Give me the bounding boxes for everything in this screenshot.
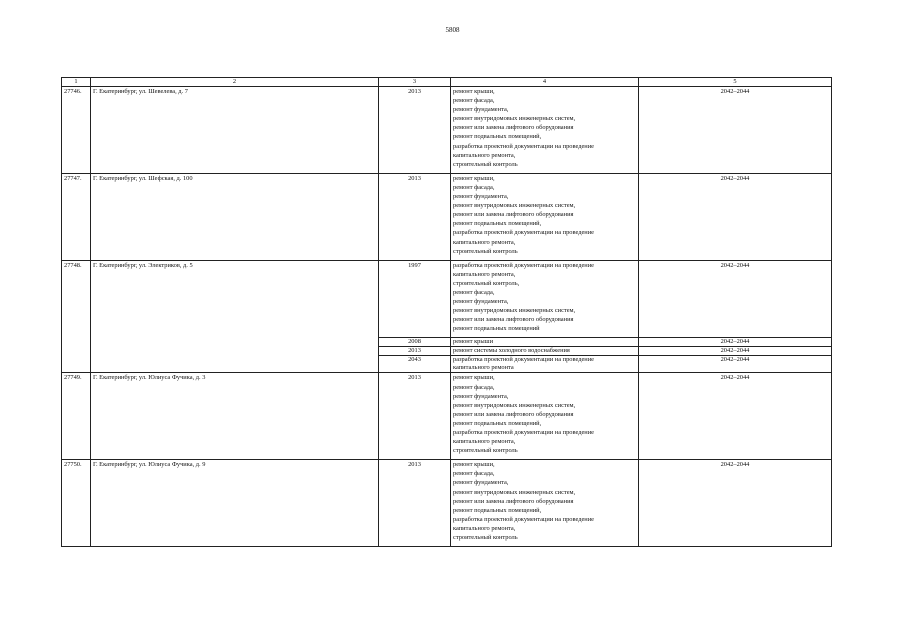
sub-row-year: 2008: [379, 338, 451, 347]
row-works: [451, 373, 639, 460]
row-number: 27750.: [62, 460, 91, 547]
work-item: ремонт подвальных помещений,: [453, 133, 542, 141]
work-item: ремонт крыши: [453, 338, 494, 346]
work-item: строительный контроль: [453, 160, 518, 168]
work-item: ремонт фасада,: [453, 97, 495, 105]
work-item: строительный контроль: [453, 447, 518, 455]
work-item: ремонт или замена лифтового оборудования: [453, 211, 574, 219]
row-number: 27746.: [62, 87, 91, 174]
work-item: ремонт внутридомовых инженерных систем,: [453, 401, 576, 409]
work-item: капитального ремонта,: [453, 238, 516, 246]
row-works: [451, 460, 639, 547]
repair-schedule-table: [61, 77, 832, 547]
work-item: ремонт подвальных помещений,: [453, 220, 542, 228]
work-item: ремонт фасада,: [453, 183, 495, 191]
header-col-5: 5: [639, 78, 832, 87]
header-col-2: 2: [91, 78, 379, 87]
row-number: 27747.: [62, 173, 91, 260]
row-period: 2042–2044: [639, 173, 832, 260]
work-item: ремонт внутридомовых инженерных систем,: [453, 307, 576, 315]
table-row: [62, 173, 832, 260]
row-year: 1997: [379, 260, 451, 338]
row-period: 2042–2044: [639, 460, 832, 547]
row-year: 2013: [379, 373, 451, 460]
row-period: 2042–2044: [639, 260, 832, 338]
row-year: 2013: [379, 87, 451, 174]
work-item: строительный контроль,: [453, 279, 520, 287]
work-item: разработка проектной документации на проведение: [453, 229, 594, 237]
work-item: ремонт внутридомовых инженерных систем,: [453, 115, 576, 123]
row-address: Г. Екатеринбург, ул. Электриков, д. 5: [91, 260, 379, 373]
work-item: ремонт подвальных помещений,: [453, 419, 542, 427]
row-address: Г. Екатеринбург, ул. Шевелева, д. 7: [91, 87, 379, 174]
work-item: капитального ремонта,: [453, 524, 516, 532]
work-item: ремонт фундамента,: [453, 193, 509, 201]
table-row: [62, 260, 832, 338]
work-item: ремонт крыши,: [453, 461, 495, 469]
sub-row-works: [451, 356, 639, 373]
work-item: ремонт или замена лифтового оборудования: [453, 497, 574, 505]
row-works: [451, 173, 639, 260]
table-row: [62, 460, 832, 547]
work-item: ремонт фундамента,: [453, 392, 509, 400]
row-address: Г. Екатеринбург, ул. Юлиуса Фучика, д. 9: [91, 460, 379, 547]
work-item: ремонт или замена лифтового оборудования: [453, 124, 574, 132]
row-year: 2013: [379, 460, 451, 547]
work-item: ремонт системы холодного водоснабжения: [453, 347, 570, 355]
table-row: [62, 87, 832, 174]
work-item: капитального ремонта: [453, 364, 514, 372]
work-item: капитального ремонта,: [453, 151, 516, 159]
work-item: строительный контроль: [453, 534, 518, 542]
sub-row-year: 2043: [379, 356, 451, 373]
work-item: разработка проектной документации на проведение: [453, 142, 594, 150]
work-item: ремонт фундамента,: [453, 479, 509, 487]
sub-row-works: [451, 347, 639, 356]
row-address: Г. Екатеринбург, ул. Юлиуса Фучика, д. 3: [91, 373, 379, 460]
work-item: ремонт подвальных помещений: [453, 325, 540, 333]
header-col-3: 3: [379, 78, 451, 87]
sub-row-year: 2013: [379, 347, 451, 356]
header-col-4: 4: [451, 78, 639, 87]
work-item: ремонт фундамента,: [453, 298, 509, 306]
row-number: 27748.: [62, 260, 91, 373]
sub-row-works: [451, 338, 639, 347]
row-period: 2042–2044: [639, 87, 832, 174]
row-number: 27749.: [62, 373, 91, 460]
work-item: ремонт крыши,: [453, 88, 495, 95]
header-col-1: 1: [62, 78, 91, 87]
work-item: ремонт фасада,: [453, 288, 495, 296]
sub-row-period: 2042–2044: [639, 347, 832, 356]
row-year: 2013: [379, 173, 451, 260]
work-item: ремонт фасада,: [453, 470, 495, 478]
row-address: Г. Екатеринбург, ул. Шефская, д. 100: [91, 173, 379, 260]
row-works: [451, 87, 639, 174]
work-item: разработка проектной документации на проведение: [453, 429, 594, 436]
work-item: разработка проектной документации на проведение: [453, 261, 594, 269]
sub-row-period: 2042–2044: [639, 338, 832, 347]
table-header-row: [62, 78, 832, 87]
work-item: капитального ремонта,: [453, 438, 516, 446]
table-row: [62, 373, 832, 460]
sub-row-period: 2042–2044: [639, 356, 832, 373]
work-item: строительный контроль: [453, 247, 518, 255]
work-item: ремонт фасада,: [453, 383, 495, 391]
work-item: ремонт внутридомовых инженерных систем,: [453, 488, 576, 496]
work-item: ремонт подвальных помещений,: [453, 506, 542, 514]
work-item: разработка проектной документации на проведение: [453, 515, 594, 523]
work-item: ремонт крыши,: [453, 174, 495, 182]
work-item: ремонт крыши,: [453, 374, 495, 382]
row-period: 2042–2044: [639, 373, 832, 460]
work-item: ремонт фундамента,: [453, 106, 509, 114]
row-works: [451, 260, 639, 338]
work-item: капитального ремонта,: [453, 270, 516, 278]
work-item: ремонт или замена лифтового оборудования: [453, 316, 574, 324]
work-item: разработка проектной документации на проведение: [453, 356, 594, 364]
work-item: ремонт или замена лифтового оборудования: [453, 410, 574, 418]
work-item: ремонт внутридомовых инженерных систем,: [453, 202, 576, 210]
page-number: 5808: [445, 26, 460, 34]
